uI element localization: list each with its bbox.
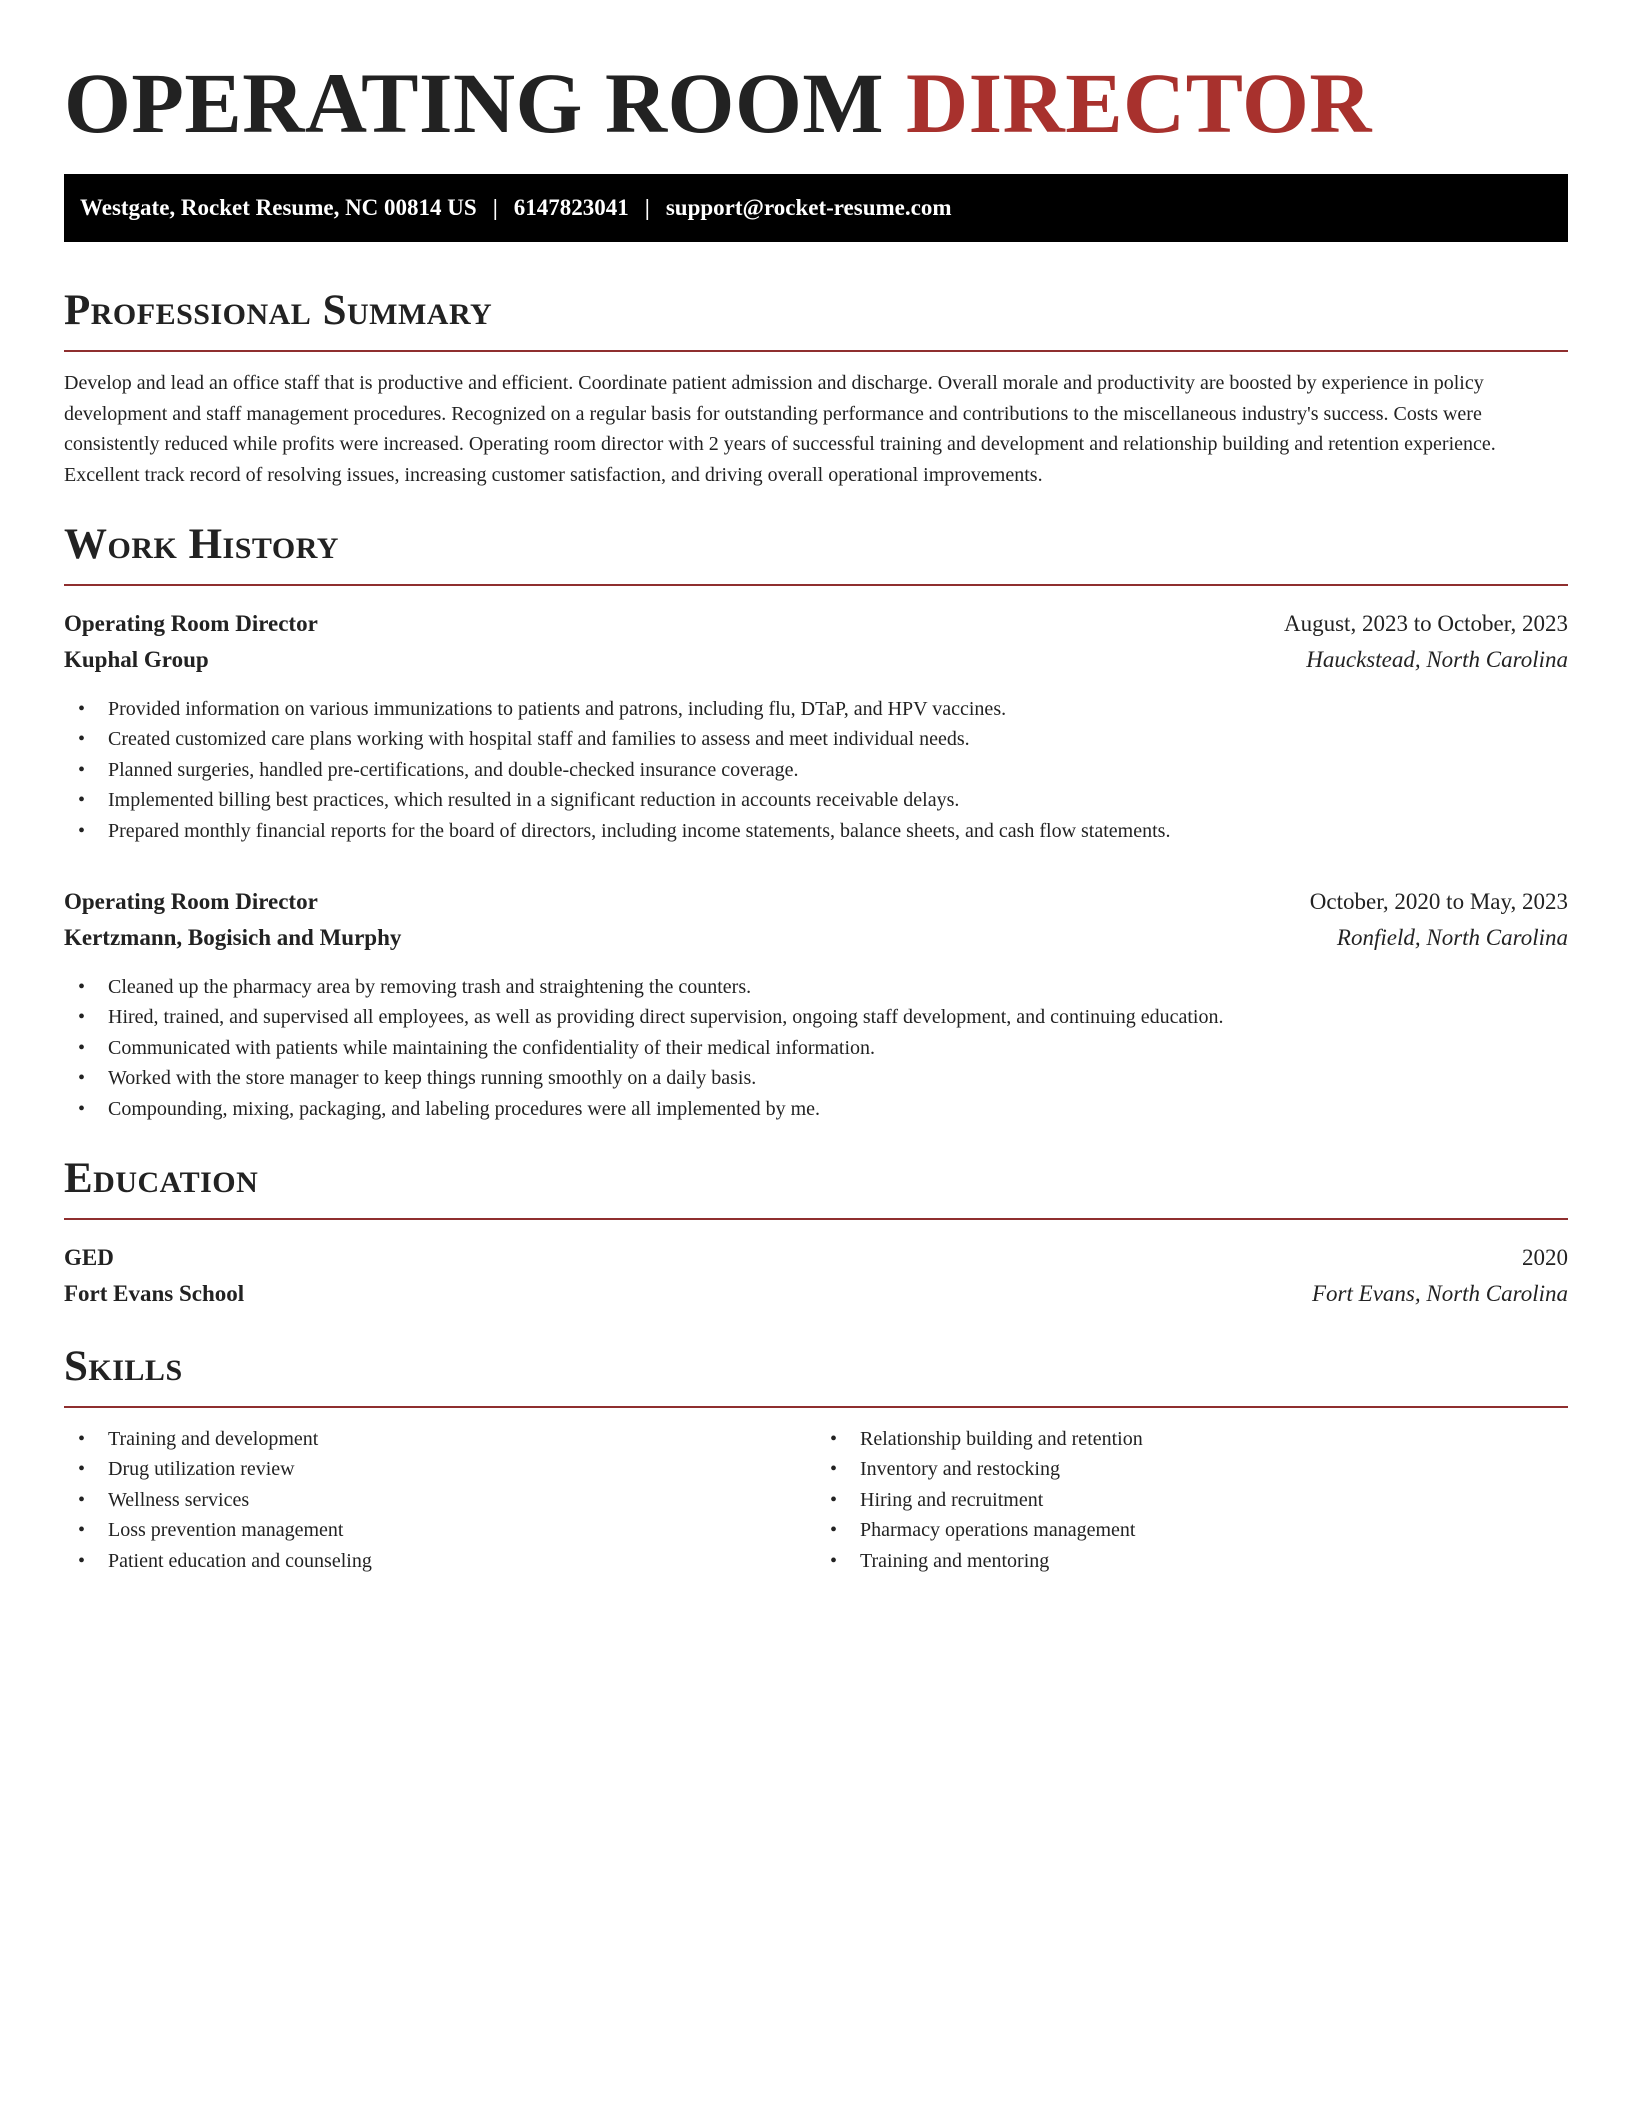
skills-section bbox=[64, 1342, 1568, 1576]
job-title: Operating Room Director bbox=[64, 611, 318, 636]
education-school: Fort Evans School bbox=[64, 1281, 245, 1307]
resume-title bbox=[64, 0, 1568, 154]
job-bullet: • Hired, trained, and supervised all employees, as well as providing direct supervision, ongoing staff development, and continuing education. bbox=[78, 1002, 1568, 1032]
job-bullet: • Compounding, mixing, packaging, and labeling procedures were all implemented by me. bbox=[78, 1094, 1568, 1124]
education-year: 2020 bbox=[1522, 1245, 1568, 1271]
skills-left-column bbox=[64, 1424, 816, 1576]
job-bullet: • Worked with the store manager to keep things running smoothly on a daily basis. bbox=[78, 1063, 1568, 1093]
summary-heading: Professional Summary bbox=[64, 286, 1568, 352]
job-company: Kuphal Group bbox=[64, 647, 209, 672]
skill-item: • Training and development bbox=[78, 1424, 816, 1454]
education-degree: GED bbox=[64, 1245, 114, 1271]
education-location: Fort Evans, North Carolina bbox=[1312, 1281, 1568, 1307]
skill-item: • Wellness services bbox=[78, 1485, 816, 1515]
skill-item: • Patient education and counseling bbox=[78, 1546, 816, 1576]
skill-item: • Hiring and recruitment bbox=[830, 1485, 1568, 1515]
job-company: Kertzmann, Bogisich and Murphy bbox=[64, 925, 402, 951]
education-entry bbox=[64, 1240, 1568, 1312]
job-bullet: • Implemented billing best practices, which resulted in a significant reduction in accounts receivable delays. bbox=[78, 785, 1568, 815]
skills-list bbox=[816, 1424, 1568, 1576]
summary-text: Develop and lead an office staff that is productive and efficient. Coordinate patient admission and discharge. Overall morale and productivity are boosted by experience in policy development and staff management procedures. Recognized on a regular basis for outstanding performance and contributions to the miscellaneous industry's success. Costs were consistently reduced while profits were increased. Operating room director with 2 years of successful training and development and relationship building and retention experience. Excellent track record of resolving issues, increasing customer satisfaction, and driving overall operational improvements. bbox=[64, 372, 1496, 486]
skills-list bbox=[64, 1424, 816, 1576]
contact-separator: | bbox=[644, 195, 650, 220]
skills-right-column bbox=[816, 1424, 1568, 1576]
job-bullet: • Planned surgeries, handled pre-certifications, and double-checked insurance coverage. bbox=[78, 755, 1568, 785]
job-location: Hauckstead, North Carolina bbox=[1306, 647, 1568, 672]
contact-bar bbox=[64, 174, 1568, 242]
summary-section bbox=[64, 286, 1568, 490]
work-history-heading: Work History bbox=[64, 520, 1568, 586]
skill-item: • Relationship building and retention bbox=[830, 1424, 1568, 1454]
skills-columns bbox=[64, 1424, 1568, 1576]
contact-email: support@rocket-resume.com bbox=[665, 195, 952, 220]
job-bullet: • Communicated with patients while maintaining the confidentiality of their medical information. bbox=[78, 1033, 1568, 1063]
job-dates: October, 2020 to May, 2023 bbox=[1309, 889, 1568, 915]
skills-heading: Skills bbox=[64, 1342, 1568, 1408]
education-heading: Education bbox=[64, 1154, 1568, 1220]
skill-item: • Training and mentoring bbox=[830, 1546, 1568, 1576]
job-title: Operating Room Director bbox=[64, 889, 318, 915]
job-bullet: • Cleaned up the pharmacy area by removing trash and straightening the counters. bbox=[78, 972, 1568, 1002]
title-main: OPERATING ROOM bbox=[64, 55, 885, 151]
job-bullet: • Provided information on various immunizations to patients and patrons, including flu, DTaP, and HPV vaccines. bbox=[78, 694, 1568, 724]
skill-item: • Drug utilization review bbox=[78, 1454, 816, 1484]
skill-item: • Inventory and restocking bbox=[830, 1454, 1568, 1484]
job-bullets bbox=[64, 972, 1568, 1124]
job-dates: August, 2023 to October, 2023 bbox=[1284, 611, 1568, 636]
job-entry bbox=[64, 606, 1568, 846]
skill-item: • Loss prevention management bbox=[78, 1515, 816, 1545]
job-bullets bbox=[64, 694, 1568, 846]
contact-address: Westgate, Rocket Resume, NC 00814 US bbox=[80, 195, 477, 220]
contact-separator: | bbox=[492, 195, 498, 220]
job-location: Ronfield, North Carolina bbox=[1336, 925, 1568, 951]
skill-item: • Pharmacy operations management bbox=[830, 1515, 1568, 1545]
title-accent: DIRECTOR bbox=[906, 55, 1372, 151]
contact-phone: 6147823041 bbox=[513, 195, 629, 220]
job-bullet: • Prepared monthly financial reports for the board of directors, including income statements, balance sheets, and cash flow statements. bbox=[78, 816, 1568, 846]
job-bullet: • Created customized care plans working with hospital staff and families to assess and meet individual needs. bbox=[78, 724, 1568, 754]
work-history-section bbox=[64, 520, 1568, 1124]
education-section bbox=[64, 1154, 1568, 1312]
job-entry bbox=[64, 884, 1568, 1124]
